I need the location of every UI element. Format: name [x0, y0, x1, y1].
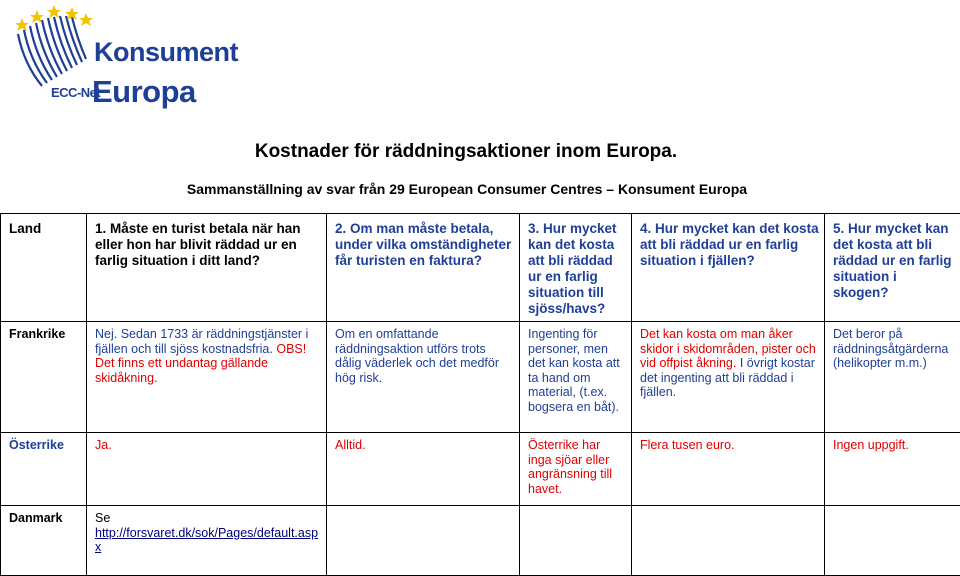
header-question-1: 1. Måste en turist betala när han eller hon har blivit räddad ur en farlig situation i ditt land?: [87, 214, 327, 322]
country-cell: Danmark: [1, 506, 87, 576]
page-title: Kostnader för räddningsaktioner inom Europa.: [254, 141, 678, 162]
answer-q3-cell: [520, 506, 632, 576]
answer-q2-cell: Alltid.: [327, 433, 520, 506]
answer-q4-note: I övrigt kostar det ingenting att bli räddad i fjällen.: [640, 356, 815, 399]
header-question-2: 2. Om man måste betala, under vilka omständigheter får turisten en faktura?: [327, 214, 520, 322]
country-cell: Österrike: [1, 433, 87, 506]
answer-q1-label: Se: [95, 511, 111, 525]
answer-q1-note: OBS! Det finns ett undantag gällande skidåkning.: [95, 341, 307, 385]
table-row-osterrike: [1, 433, 960, 506]
logo-text-ecc-net: ECC-Net: [51, 85, 101, 100]
logo-text-konsument: Konsument: [94, 37, 238, 67]
logo-text-europa: Europa: [92, 74, 196, 109]
answer-q1-text: Nej. Sedan 1733 är räddningstjänster i fjällen och till sjöss kostnadsfria.: [95, 327, 309, 356]
answer-q5-cell: Ingen uppgift.: [825, 433, 960, 506]
rescue-costs-table: [0, 213, 960, 576]
answer-q3-cell: Österrike har inga sjöar eller angränsning till havet.: [520, 433, 632, 506]
table-header-row: [1, 214, 960, 322]
answer-q1-cell: [87, 506, 327, 576]
header-question-3: 3. Hur mycket kan det kosta att bli räddad ur en farlig situation till sjöss/havs?: [520, 214, 632, 322]
header-land: Land: [1, 214, 87, 322]
answer-q2-cell: Om en omfattande räddningsaktion utförs trots dålig väderlek och det medför hög risk.: [327, 322, 520, 433]
answer-q2-cell: [327, 506, 520, 576]
header-question-5: 5. Hur mycket kan det kosta att bli räddad ur en farlig situation i skogen?: [825, 214, 960, 322]
answer-q1-cell: [87, 322, 327, 433]
table-row-frankrike: [1, 322, 960, 433]
page-subtitle: Sammanställning av svar från 29 European Consumer Centres – Konsument Europa: [186, 181, 748, 197]
country-cell: Frankrike: [1, 322, 87, 433]
answer-q3-cell: Ingenting för personer, men det kan kosta att ta hand om material, (t.ex. bogsera en båt).: [520, 322, 632, 433]
header-question-4: 4. Hur mycket kan det kosta att bli räddad ur en farlig situation i fjällen?: [632, 214, 825, 322]
answer-q1-cell: Ja.: [87, 433, 327, 506]
answer-q4-cell: Flera tusen euro.: [632, 433, 825, 506]
table-row-danmark: [1, 506, 960, 576]
answer-q4-cell: [632, 506, 825, 576]
konsument-europa-logo: [14, 4, 238, 112]
answer-q5-cell: [825, 506, 960, 576]
answer-q5-cell: Det beror på räddningsåtgärderna (helikopter m.m.): [825, 322, 960, 433]
forsvaret-link[interactable]: http://forsvaret.dk/sok/Pages/default.aspx: [95, 525, 319, 554]
answer-q4-text: Det kan kosta om man åker skidor i skidområden, pister och vid offpist åkning.: [640, 327, 816, 370]
answer-q4-cell: [632, 322, 825, 433]
